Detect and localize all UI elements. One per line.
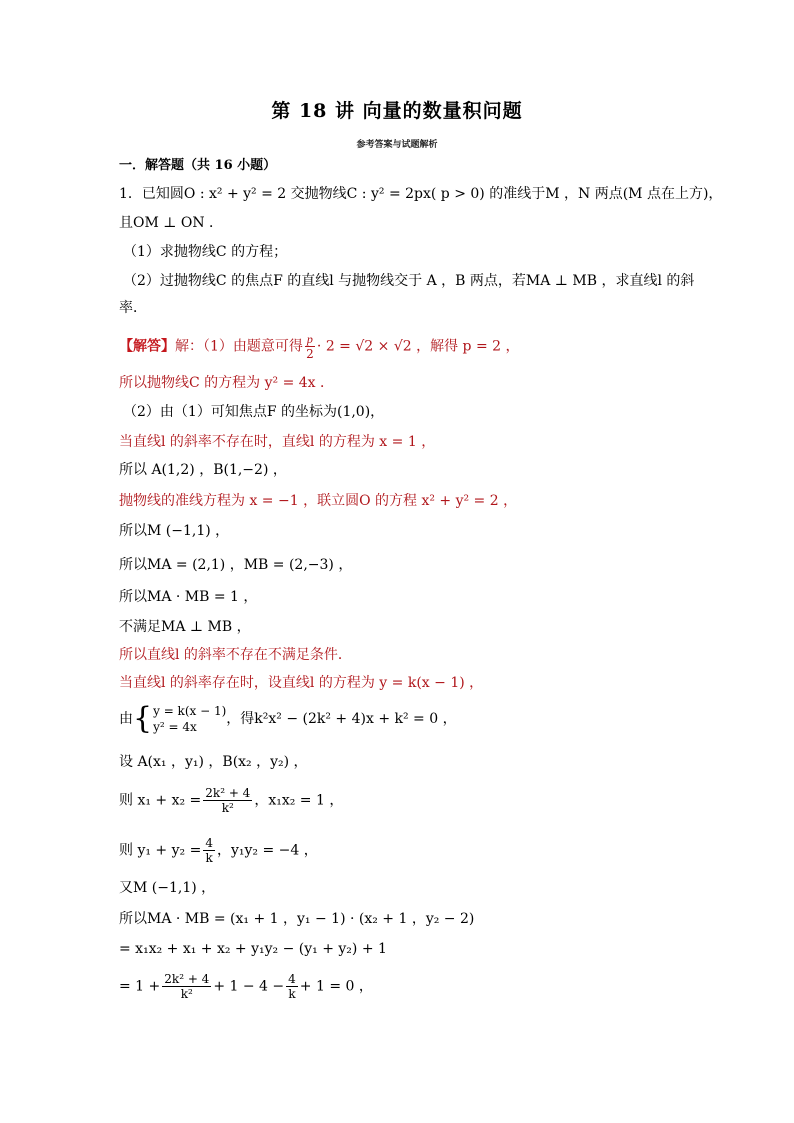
question-2-line-1: （2）过抛物线C 的焦点F 的直线l 与抛物线交于 A ，B 两点，若MA ⊥ MB ，求直线l 的斜 [123,273,695,289]
solution-line-18: 所以MA · MB = (x₁ + 1 ，y₁ − 1) · (x₂ + 1 ，y₂ − 2) [119,911,475,927]
solution-line-14: 设 A(x₁ ，y₁) ，B(x₂ ，y₂) ， [119,754,308,770]
solution-line-17: 又M (−1,1) ， [119,880,216,896]
solution-line-8: 所以MA = (2,1) ，MB = (2,−3) ， [119,557,353,573]
problem-statement-line-2: 且OM ⊥ ON ． [119,215,224,231]
page-subtitle: 参考答案与试题解析 [356,140,438,150]
solution-line-9: 所以MA · MB = 1 ， [119,589,258,605]
section-heading: 一．解答题（共 16 小题） [119,158,277,173]
answer-tag: 【解答】 [119,338,175,355]
question-2-line-2: 率． [119,300,147,316]
solution-line-6: 抛物线的准线方程为 x = −1 ，联立圆O 的方程 x² + y² = 2 ， [119,493,518,509]
solution-line-11: 所以直线l 的斜率不存在不满足条件． [119,647,352,663]
solution-line-3: （2）由（1）可知焦点F 的坐标为(1,0)， [123,404,385,420]
fraction: $\frac{4}{k}$ [205,836,213,865]
solution-line-12: 当直线l 的斜率存在时，设直线l 的方程为 y = k(x − 1) ， [119,675,484,691]
equation-system: y = k(x − 1) y² = 4x [153,704,227,734]
page-title: 第 18 讲 向量的数量积问题 [271,100,523,122]
solution-line-16: 则 y₁ + y₂ = $\frac{4}{k}$ ，y₁y₂ = −4 ， [119,836,318,865]
solution-line-2: 所以抛物线C 的方程为 y² = 4x ． [119,375,335,391]
solution-line-4: 当直线l 的斜率不存在时，直线l 的方程为 x = 1 ， [119,434,436,450]
solution-line-10: 不满足MA ⊥ MB ， [119,619,251,635]
solution-line-5: 所以 A(1,2) ，B(1,−2) ， [119,462,287,478]
fraction: $\frac{4}{k}$ [288,972,296,1001]
solution-line-19: = x₁x₂ + x₁ + x₂ + y₁y₂ − (y₁ + y₂) + 1 [119,941,387,957]
question-1: （1）求抛物线C 的方程； [123,244,288,260]
problem-statement-line-1: 1．已知圆O : x² + y² = 2 交抛物线C : y² = 2px( p > 0) 的准线于M ，N 两点(M 点在上方)， [119,186,723,202]
fraction: $\frac{p}{2}$ [306,332,314,361]
solution-line-1: 【解答】解：（1）由题意可得 $\frac{p}{2}$ · 2 = √2 × √2 ，解得 p = 2 ， [119,332,520,361]
solution-line-15: 则 x₁ + x₂ = $\frac{\text{2k² + 4}}{\text{k²}}$ ，x₁x₂ = 1 ， [119,786,344,815]
solution-line-20: = 1 + $\frac{\text{2k² + 4}}{\text{k²}}$ + 1 − 4 − $\frac{4}{k}$ + 1 = 0 ， [119,972,373,1001]
fraction: $\frac{\text{2k² + 4}}{\text{k²}}$ [205,786,251,815]
left-brace: { [133,701,153,736]
fraction: $\frac{\text{2k² + 4}}{\text{k²}}$ [164,972,210,1001]
solution-line-13: 由{ y = k(x − 1) y² = 4x ，得k²x² − (2k² + 4)x + k² = 0 ， [119,701,457,736]
solution-line-7: 所以M (−1,1) ， [119,523,230,539]
